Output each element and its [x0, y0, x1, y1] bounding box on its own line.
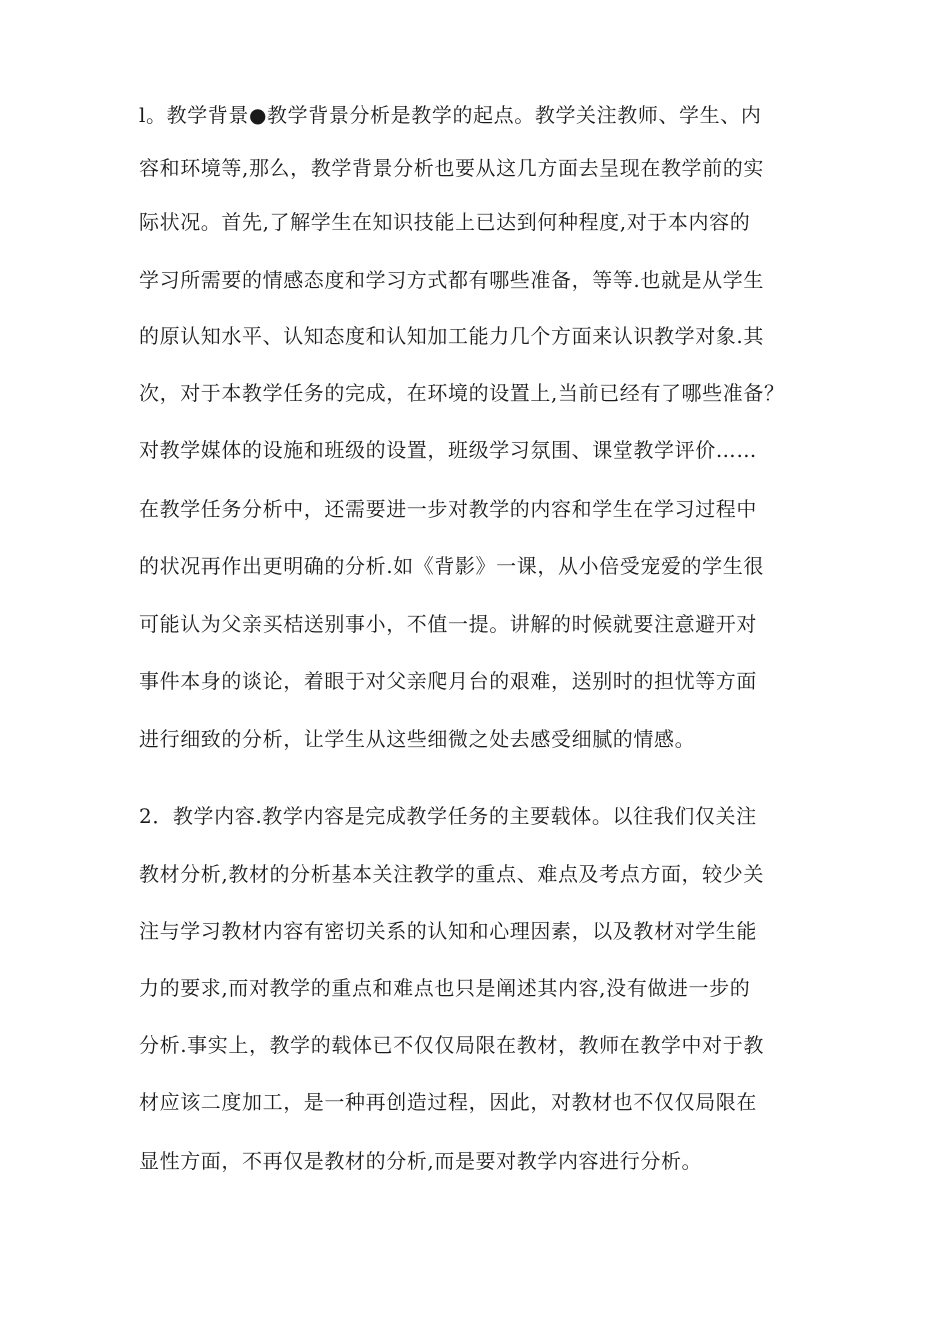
text-line: 力的要求,而对教学的重点和难点也只是阐述其内容,没有做进一步的 — [139, 976, 751, 1000]
text-line: 分析.事实上，教学的载体已不仅仅局限在教材，教师在教学中对于教 — [139, 1033, 764, 1057]
text-line: 的状况再作出更明确的分析.如《背影》一课，从小倍受宠爱的学生很 — [139, 554, 764, 578]
text-line: 在教学任务分析中，还需要进一步对教学的内容和学生在学习过程中 — [139, 497, 757, 521]
text-line: 注与学习教材内容有密切关系的认知和心理因素，以及教材对学生能 — [139, 919, 757, 943]
text-line: 次，对于本教学任务的完成，在环境的设置上,当前已经有了哪些准备？ — [139, 381, 785, 405]
text-line: 材应该二度加工，是一种再创造过程，因此，对教材也不仅仅局限在 — [139, 1090, 757, 1114]
text-line: 学习所需要的情感态度和学习方式都有哪些准备，等等.也就是从学生 — [139, 268, 764, 292]
text-line: l。教学背景●教学背景分析是教学的起点。教学关注教师、学生、内 — [139, 103, 762, 127]
text-line: 对教学媒体的设施和班级的设置，班级学习氛围、课堂教学评价…… — [139, 438, 757, 462]
text-line: 进行细致的分析，让学生从这些细微之处去感受细腻的情感。 — [139, 727, 696, 751]
text-line: 教材分析,教材的分析基本关注教学的重点、难点及考点方面，较少关 — [139, 862, 764, 886]
text-line: 显性方面，不再仅是教材的分析,而是要对教学内容进行分析。 — [139, 1149, 703, 1173]
text-line: 际状况。首先,了解学生在知识技能上已达到何种程度,对于本内容的 — [139, 210, 751, 234]
text-line: 可能认为父亲买桔送别事小，不值一提。讲解的时候就要注意避开对 — [139, 612, 757, 636]
text-line: 事件本身的谈论，着眼于对父亲爬月台的艰难，送别时的担忧等方面 — [139, 669, 757, 693]
text-line: 2．教学内容.教学内容是完成教学任务的主要载体。以往我们仅关注 — [139, 804, 757, 828]
text-line: 的原认知水平、认知态度和认知加工能力几个方面来认识教学对象.其 — [139, 324, 764, 348]
text-line: 容和环境等,那么，教学背景分析也要从这几方面去呈现在教学前的实 — [139, 156, 764, 180]
